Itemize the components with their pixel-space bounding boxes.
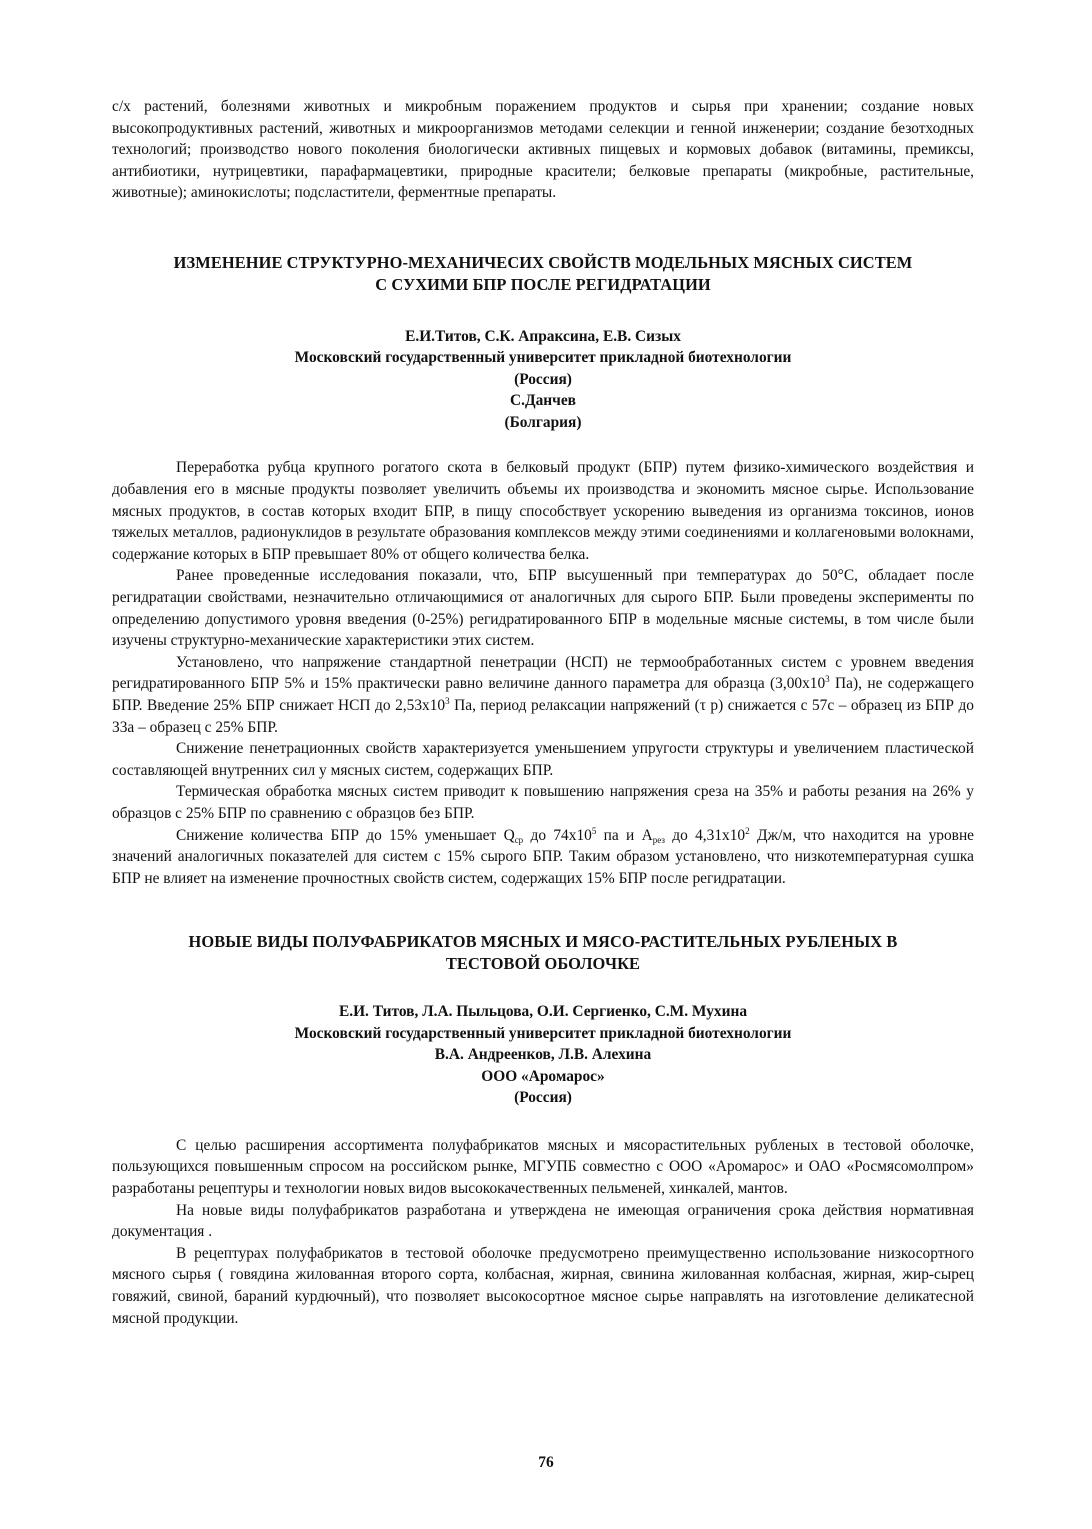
article-2-paragraph-1: С целью расширения ассортимента полуфабрикатов мясных и мясорастительных рубленых в тестовой оболочке, пользующихся повышенным спросом на российском рынке, МГУПБ совместно с ООО «Аромарос» и ОАО «Росмясомолпром» разработаны рецептуры и технологии новых видов высококачественных пельменей, хинкалей, мантов.: [112, 1136, 974, 1198]
article-1-paragraph-6: Снижение количества БПР до 15% уменьшает $Q_{ср}$ до $74х10^5$ па и $А_{рез}$ до $4,31х10^2$ Дж/м, что находится на уровне значений аналогичных показателей для систем с 15% сырого БПР. Таким образом установлено, что низкотемпературная сушка БПР не влияет на изменение прочностных свойств систем, содержащих 15% БПР после регидратации.: [112, 825, 975, 887]
article-2-country: (Россия): [514, 1089, 572, 1107]
article-2-paragraph-3: В рецептурах полуфабрикатов в тестовой оболочке предусмотрено преимущественно использование низкосортного мясного сырья ( говядина жилованная второго сорта, колбасная, жирная, свинина жилованная колбасная, жирная, жир-сырец говяжий, свиной, бараний курдючный), что позволяет высокосортное мясное сырье направлять на изготовление деликатесной мясной продукции.: [112, 1244, 974, 1327]
article-1-paragraph-1: Переработка рубца крупного рогатого скота в белковый продукт (БПР) путем физико-химического воздействия и добавления его в мясные продукты позволяет увеличить объемы их производства и экономить мясное сырье. Использование мясных продуктов, в состав которых входит БПР, в пищу способствует ускорению выведения из организма токсинов, ионов тяжелых металлов, радионуклидов в результате образования комплексов между этими соединениями и коллагеновыми волокнами, содержание которых в БПР превышает 80% от общего количества белка.: [112, 459, 974, 563]
article-1-byline: [112, 326, 974, 434]
article-2-byline: [112, 1001, 974, 1109]
article-2-title-line-2: ТЕСТОВОЙ ОБОЛОЧКЕ: [445, 954, 641, 974]
article-2-text: [112, 1135, 974, 1329]
page-body: [112, 96, 974, 1329]
article-1-country-2: (Болгария): [504, 413, 582, 431]
article-1-text: [112, 457, 974, 889]
article-1-title-line-1: ИЗМЕНЕНИЕ СТРУКТУРНО-МЕХАНИЧЕСИХ СВОЙСТВ МОДЕЛЬНЫХ МЯСНЫХ СИСТЕМ: [173, 252, 913, 272]
page-number: 76: [538, 1454, 554, 1471]
article-1-title-line-2: С СУХИМИ БПР ПОСЛЕ РЕГИДРАТАЦИИ: [375, 274, 711, 294]
article-2: [112, 931, 974, 1329]
article-1: [112, 252, 974, 889]
article-1-country-1: (Россия): [514, 370, 572, 388]
article-2-affiliation-2: ООО «Аромарос»: [481, 1067, 605, 1085]
article-2-title-line-1: НОВЫЕ ВИДЫ ПОЛУФАБРИКАТОВ МЯСНЫХ И МЯСО-РАСТИТЕЛЬНЫХ РУБЛЕНЫХ В: [188, 932, 898, 952]
article-1-paragraph-2: Ранее проведенные исследования показали, что, БПР высушенный при температурах до 50°С, обладает после регидратации свойствами, незначительно отличающимися от аналогичных для сырого БПР. Были проведены эксперименты по определению допустимого уровня введения (0-25%) регидратированного БПР в модельные мясные системы, в том числе были изучены структурно-механические характеристики этих систем.: [112, 567, 974, 650]
article-2-affiliation-1: Московский государственный университет прикладной биотехнологии: [294, 1024, 792, 1042]
article-1-affiliation: Московский государственный университет прикладной биотехнологии: [294, 349, 792, 367]
article-1-paragraph-4: Снижение пенетрационных свойств характеризуется уменьшением упругости структуры и увеличением пластической составляющей внутренних сил у мясных систем, содержащих БПР.: [112, 740, 974, 779]
article-1-paragraph-5: Термическая обработка мясных систем приводит к повышению напряжения среза на 35% и работы резания на 26% у образцов с 25% БПР по сравнению с образцов без БПР.: [112, 783, 974, 822]
article-2-authors-1: Е.И. Титов, Л.А. Пыльцова, О.И. Сергиенко, С.М. Мухина: [338, 1003, 748, 1021]
article-2-title: [112, 931, 974, 975]
article-2-authors-2: В.А. Андреенков, Л.В. Алехина: [434, 1046, 652, 1064]
article-2-paragraph-2: На новые виды полуфабрикатов разработана и утверждена не имеющая ограничения срока действия нормативная документация .: [112, 1201, 974, 1241]
intro-paragraph: с/х растений, болезнями животных и микробным поражением продуктов и сырья при хранении; создание новых высокопродуктивных растений, животных и микроорганизмов методами селекции и генной инженерии; создание безотходных технологий; производство нового поколения биологически активных пищевых и кормовых добавок (витамины, премиксы, антибиотики, нутрицевтики, парафармацевтики, природные красители; белковые препараты (микробные, растительные, животные); аминокислоты; подсластители, ферментные препараты.: [112, 98, 974, 202]
article-1-paragraph-3: Установлено, что напряжение стандартной пенетрации (НСП) не термообработанных систем с уровнем введения регидратированного БПР 5% и 15% практически равно величине данного параметра для образца ($3,00х10^3$ Па), не содержащего БПР. Введение 25% БПР снижает НСП до $2,53х10^3$ Па, период релаксации напряжений (τ р) снижается с 57с – образец из БПР до 33а – образец с 25% БПР.: [112, 653, 974, 736]
article-1-title: [112, 252, 974, 296]
article-1-authors: Е.И.Титов, С.К. Апраксина, Е.В. Сизых: [405, 327, 681, 345]
article-1-author-2: С.Данчев: [510, 392, 576, 410]
